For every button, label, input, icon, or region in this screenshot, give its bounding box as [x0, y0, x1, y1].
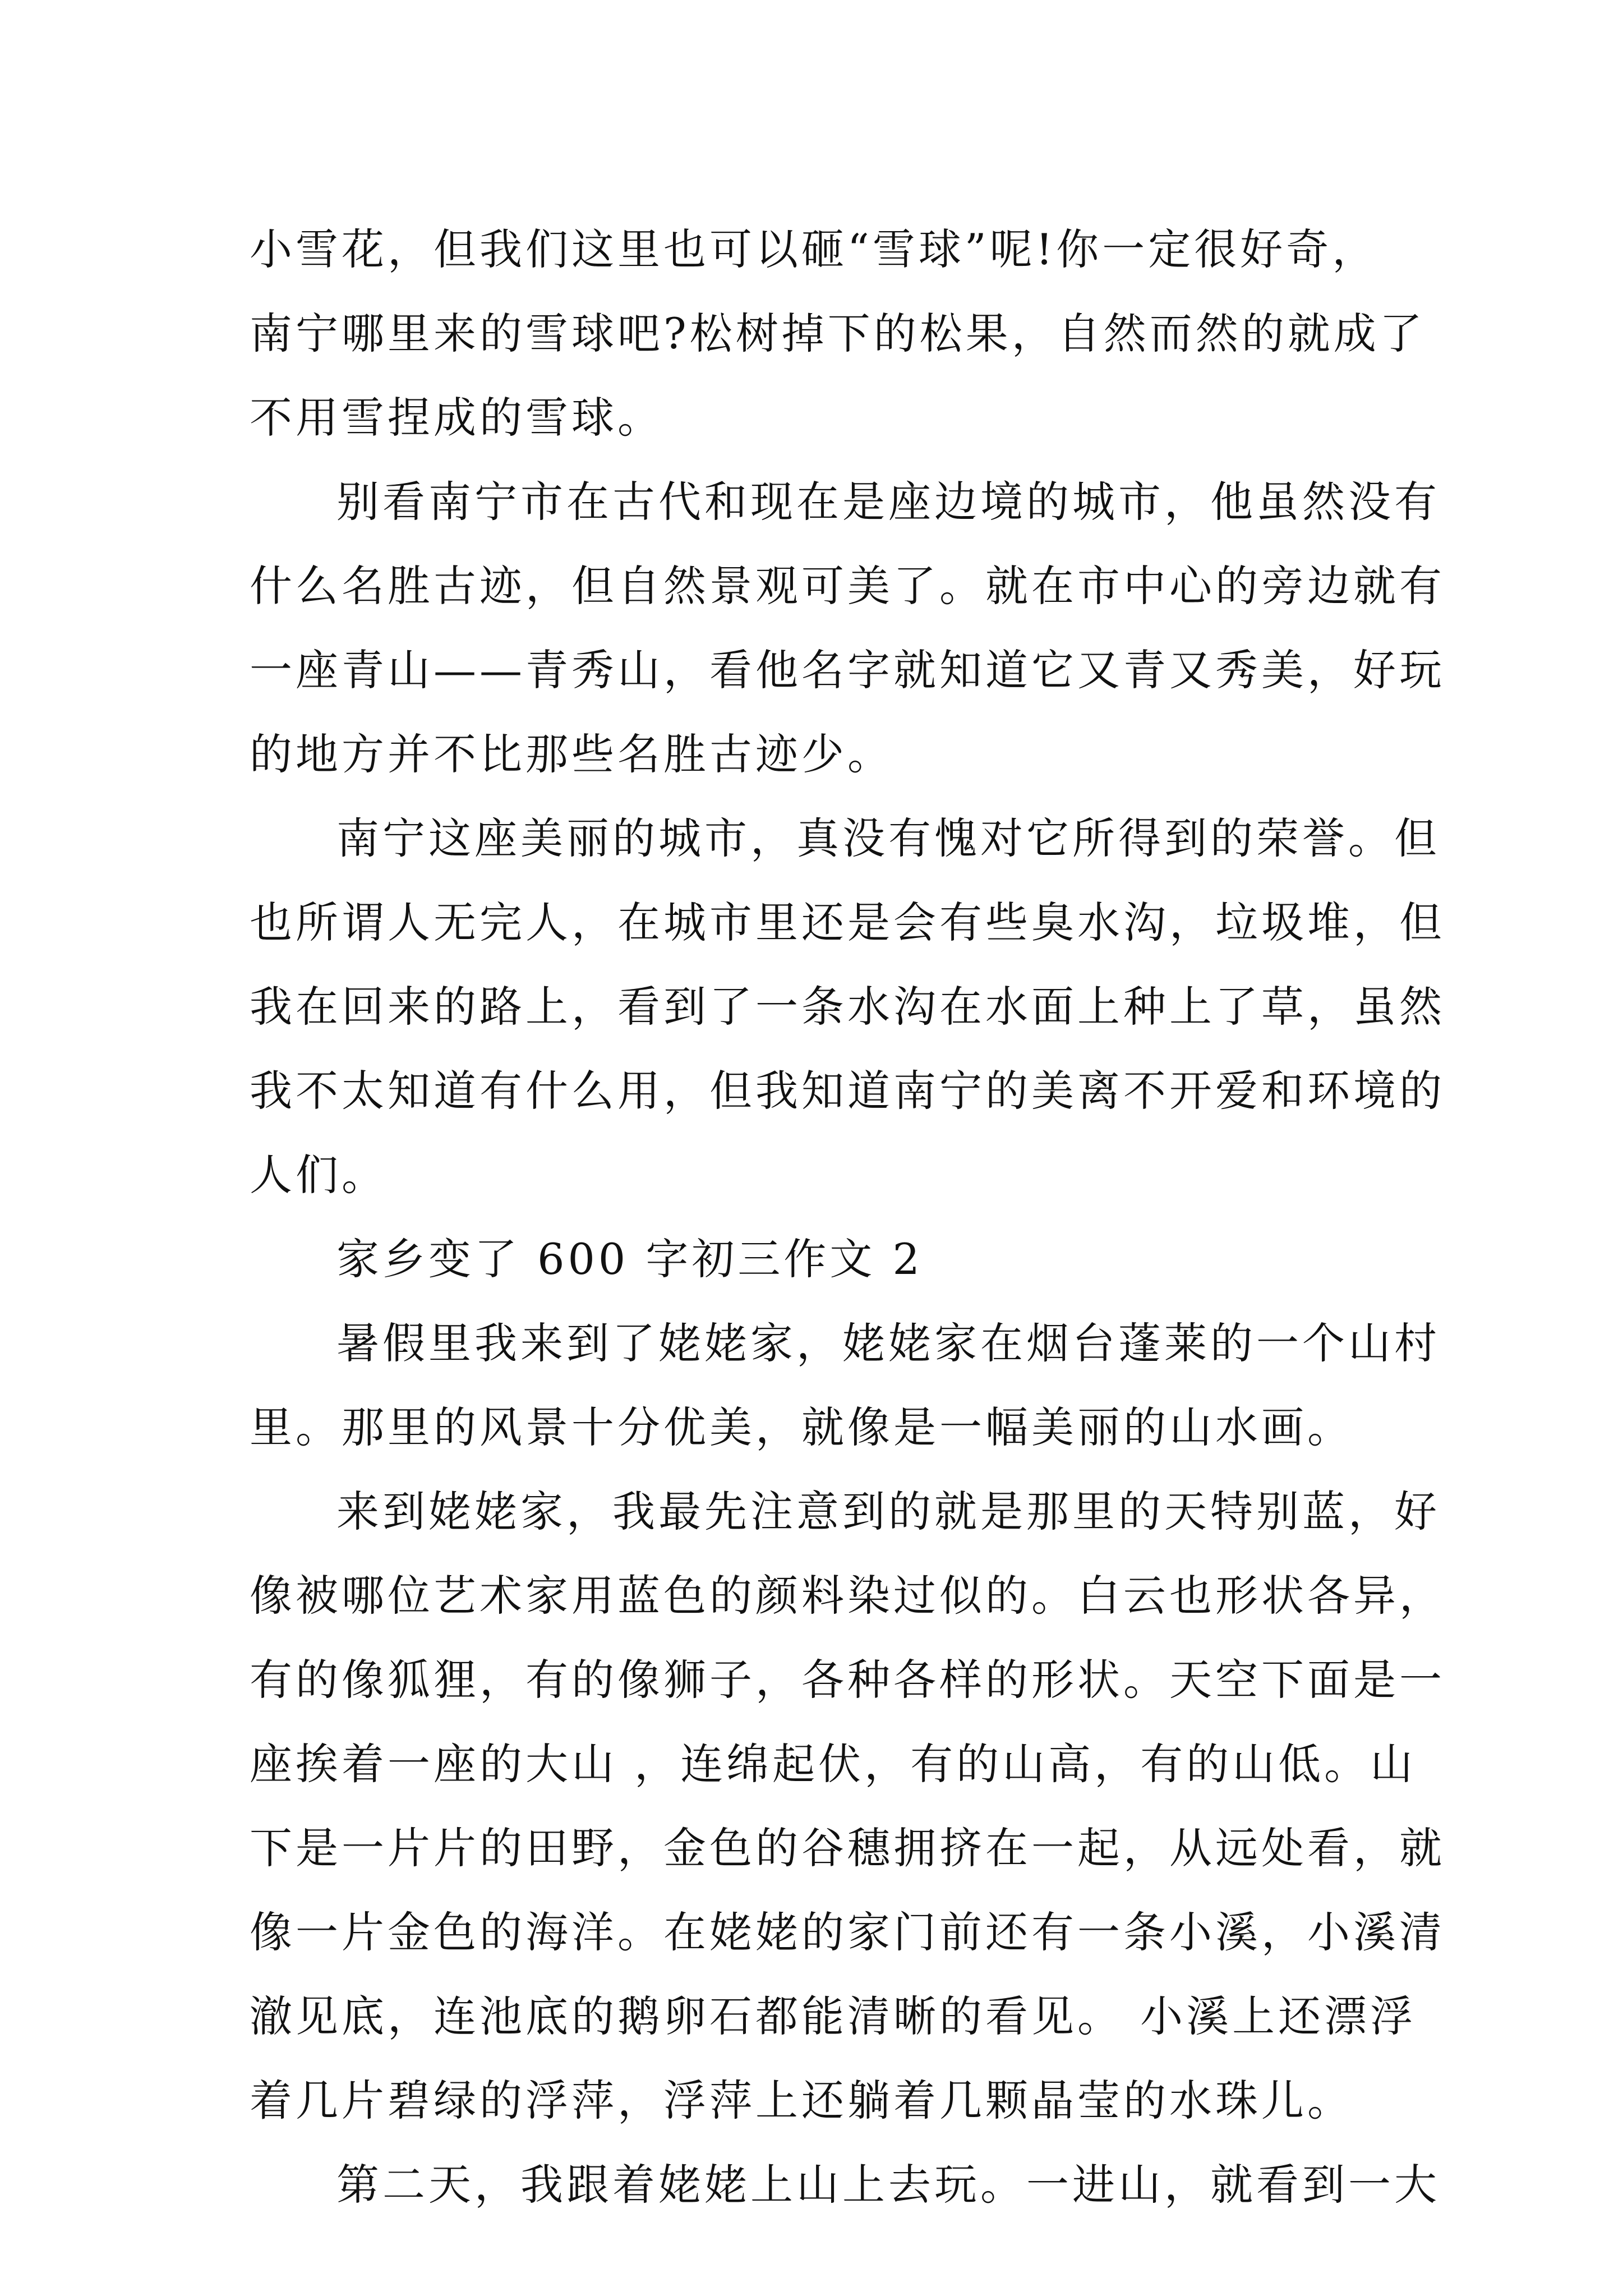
- text-line: 的地方并不比那些名胜古迹少。: [250, 729, 893, 779]
- text-line: 里。那里的风景十分优美，就像是一幅美丽的山水画。: [250, 1402, 1353, 1452]
- text-line: 小雪花，但我们这里也可以砸“雪球”呢!你一定很好奇，: [250, 224, 1378, 274]
- document-body: [250, 208, 1445, 2227]
- text-line: 不用雪捏成的雪球。: [250, 393, 663, 443]
- text-line: 什么名胜古迹，但自然景观可美了。就在市中心的旁边就有: [250, 561, 1445, 611]
- paragraph-start-line: 南宁这座美丽的城市，真没有愧对它所得到的荣誉。但: [336, 813, 1440, 863]
- paragraph-start-line: 来到姥姥家，我最先注意到的就是那里的天特别蓝，好: [336, 1487, 1440, 1536]
- text-line: 一座青山——青秀山，看他名字就知道它又青又秀美，好玩: [250, 645, 1445, 695]
- text-line: 南宁哪里来的雪球吧?松树掉下的松果，自然而然的就成了: [250, 309, 1426, 358]
- text-line: 像一片金色的海洋。在姥姥的家门前还有一条小溪，小溪清: [250, 1907, 1445, 1957]
- text-line: 我在回来的路上，看到了一条水沟在水面上种上了草，虽然: [250, 982, 1445, 1032]
- text-line: 我不太知道有什么用，但我知道南宁的美离不开爱和环境的: [250, 1066, 1445, 1116]
- paragraph-start-line: 别看南宁市在古代和现在是座边境的城市，他虽然没有: [336, 477, 1440, 527]
- section-heading: 家乡变了 600 字初三作文 2: [336, 1234, 923, 1284]
- text-line: 人们。: [250, 1150, 388, 1200]
- text-line: 像被哪位艺术家用蓝色的颜料染过似的。白云也形状各异，: [250, 1571, 1445, 1621]
- text-line: 下是一片片的田野，金色的谷穗拥挤在一起，从远处看，就: [250, 1823, 1445, 1873]
- text-line: 澈见底，连池底的鹅卵石都能清晰的看见。 小溪上还漂浮: [250, 1991, 1417, 2041]
- text-line: 着几片碧绿的浮萍，浮萍上还躺着几颗晶莹的水珠儿。: [250, 2076, 1353, 2125]
- paragraph-start-line: 第二天，我跟着姥姥上山上去玩。一进山，就看到一大: [336, 2160, 1440, 2210]
- text-line: 有的像狐狸，有的像狮子，各种各样的形状。天空下面是一: [250, 1655, 1445, 1705]
- text-line: 座挨着一座的大山 ，连绵起伏，有的山高，有的山低。山: [250, 1739, 1417, 1789]
- paragraph-start-line: 暑假里我来到了姥姥家，姥姥家在烟台蓬莱的一个山村: [336, 1318, 1440, 1368]
- text-line: 也所谓人无完人，在城市里还是会有些臭水沟，垃圾堆，但: [250, 898, 1445, 947]
